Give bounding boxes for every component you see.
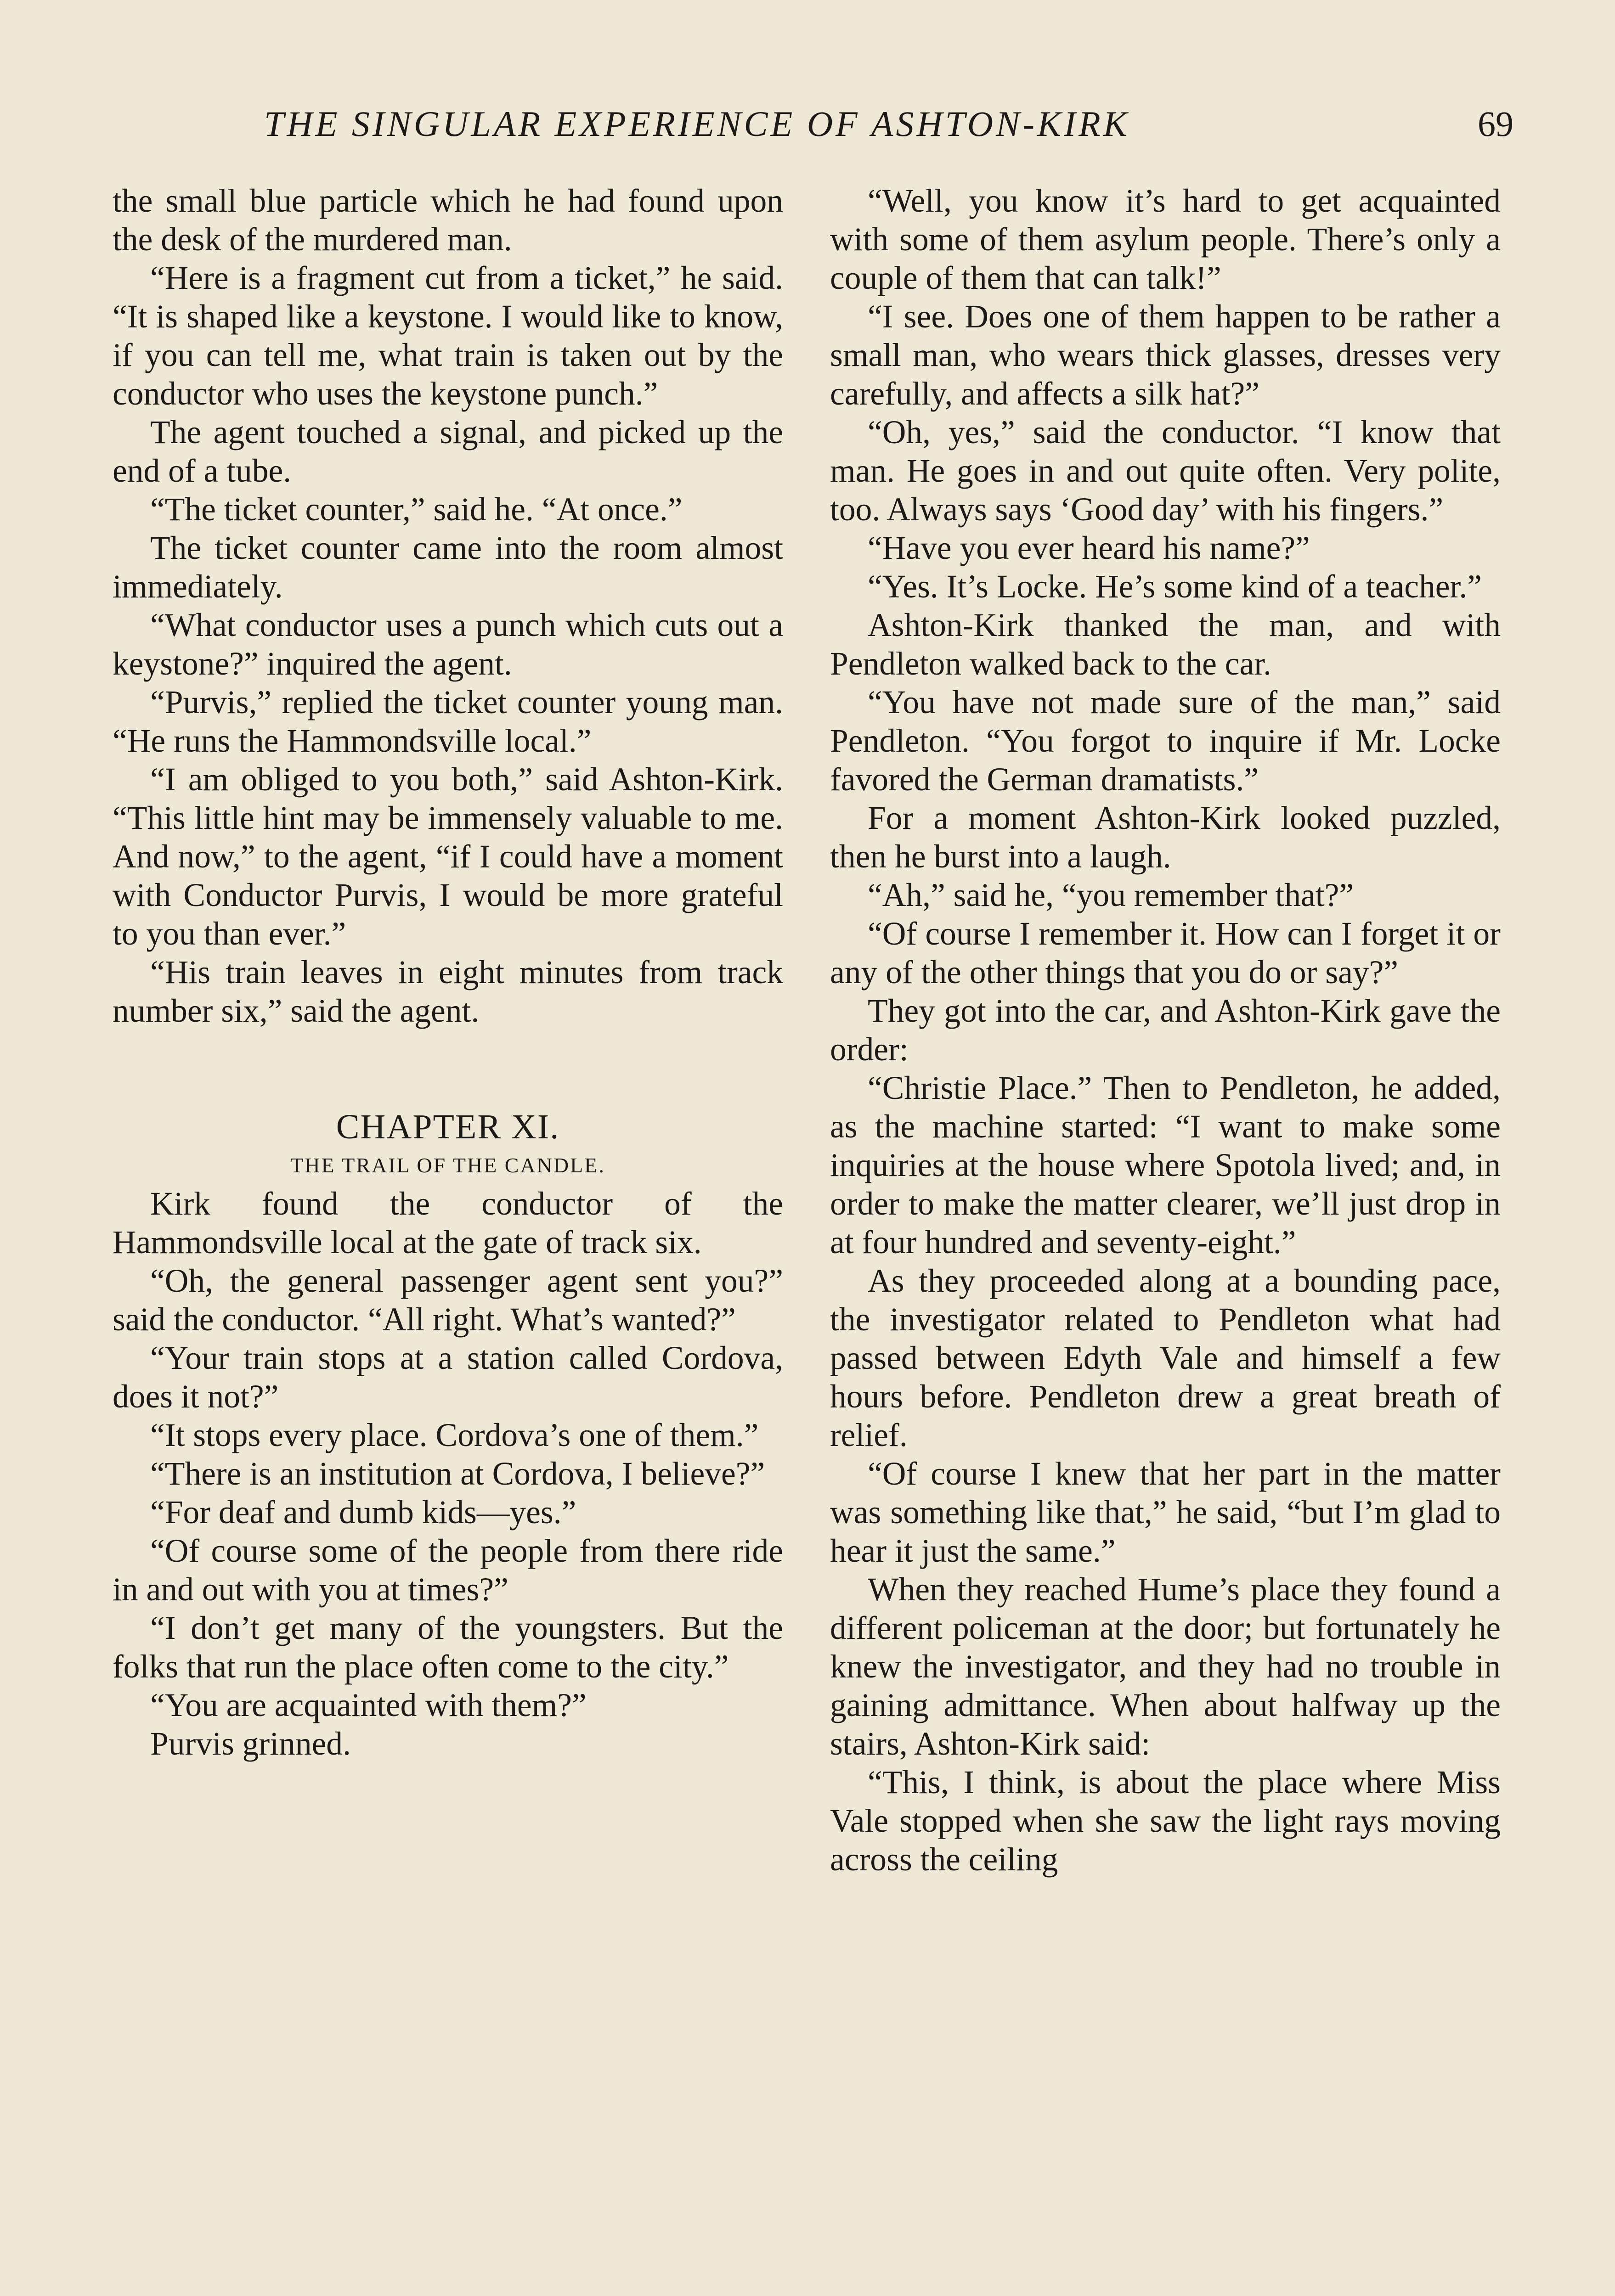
paragraph: Kirk found the conductor of the Hammondsville local at the gate of track six. xyxy=(113,1186,783,1261)
left-column xyxy=(113,182,783,1763)
paragraph: “Well, you know it’s hard to get acquainted with some of them asylum people. There’s only a couple of them that can talk!” xyxy=(830,183,1501,296)
paragraph: “I am obliged to you both,” said Ashton-Kirk. “This little hint may be immensely valuable to me. And now,” to the agent, “if I could have a moment with Conductor Purvis, I would be more grateful to you than ever.” xyxy=(113,761,783,952)
paragraph: “You are acquainted with them?” xyxy=(150,1687,587,1723)
running-title: THE SINGULAR EXPERIENCE OF ASHTON-KIRK xyxy=(264,104,1130,144)
paragraph: “There is an institution at Cordova, I believe?” xyxy=(150,1456,765,1492)
paragraph: “Christie Place.” Then to Pendleton, he added, as the machine started: “I want to make some inquiries at the house where Spotola lived; and, in order to make the matter clearer, we’ll just drop in at four hundred and seventy-eight.” xyxy=(830,1070,1501,1261)
chapter-heading xyxy=(113,1108,783,1185)
chapter-subtitle: THE TRAIL OF THE CANDLE. xyxy=(290,1154,605,1177)
paragraph: “Have you ever heard his name?” xyxy=(868,530,1310,566)
paragraph: When they reached Hume’s place they found a different policeman at the door; but fortunately he knew the investigator, and they had no trouble in gaining admittance. When about halfway up the stairs, Ashton-Kirk said: xyxy=(830,1571,1501,1762)
paragraph: “Ah,” said he, “you remember that?” xyxy=(868,877,1354,913)
paragraph: “Oh, the general passenger agent sent you?” said the conductor. “All right. What’s wanted?” xyxy=(113,1263,783,1338)
paragraph: “For deaf and dumb kids—yes.” xyxy=(150,1494,576,1531)
paragraph: “It stops every place. Cordova’s one of them.” xyxy=(150,1417,759,1453)
paragraph: “You have not made sure of the man,” said Pendleton. “You forgot to inquire if Mr. Locke favored the German dramatists.” xyxy=(830,684,1501,798)
running-head xyxy=(113,103,1513,154)
paragraph: “Of course some of the people from there ride in and out with you at times?” xyxy=(113,1533,783,1608)
paragraph: For a moment Ashton-Kirk looked puzzled, then he burst into a laugh. xyxy=(830,800,1501,875)
paragraph: “Yes. It’s Locke. He’s some kind of a teacher.” xyxy=(868,568,1482,605)
paragraph: “I see. Does one of them happen to be rather a small man, who wears thick glasses, dresses very carefully, and affects a silk hat?” xyxy=(830,298,1501,412)
paragraph: “Oh, yes,” said the conductor. “I know that man. He goes in and out quite often. Very polite, too. Always says ‘Good day’ with his fingers.” xyxy=(830,414,1501,528)
paragraph: the small blue particle which he had found upon the desk of the murdered man. xyxy=(113,183,783,258)
paragraph: Purvis grinned. xyxy=(150,1726,351,1762)
paragraph: “Here is a fragment cut from a ticket,” he said. “It is shaped like a keystone. I would like to know, if you can tell me, what train is taken out by the conductor who uses the keystone punch.” xyxy=(113,260,783,412)
paragraph: “Of course I knew that her part in the matter was something like that,” he said, “but I’m glad to hear it just the same.” xyxy=(830,1456,1501,1569)
page-number: 69 xyxy=(1478,104,1513,144)
paragraph: The ticket counter came into the room almost immediately. xyxy=(113,530,783,605)
paragraph: The agent touched a signal, and picked up the end of a tube. xyxy=(113,414,783,489)
paragraph: “His train leaves in eight minutes from track number six,” said the agent. xyxy=(113,954,783,1029)
paragraph: “What conductor uses a punch which cuts out a keystone?” inquired the agent. xyxy=(113,607,783,682)
paragraph: They got into the car, and Ashton-Kirk gave the order: xyxy=(830,993,1501,1068)
right-column xyxy=(830,182,1501,1879)
chapter-title: CHAPTER XI. xyxy=(336,1108,560,1146)
paragraph: “Purvis,” replied the ticket counter young man. “He runs the Hammondsville local.” xyxy=(113,684,783,759)
paragraph: “This, I think, is about the place where Miss Vale stopped when she saw the light rays moving across the ceiling xyxy=(830,1764,1501,1878)
paragraph: Ashton-Kirk thanked the man, and with Pendleton walked back to the car. xyxy=(830,607,1501,682)
paragraph: “The ticket counter,” said he. “At once.” xyxy=(150,491,683,528)
paragraph: As they proceeded along at a bounding pace, the investigator related to Pendleton what had passed between Edyth Vale and himself a few hours before. Pendleton drew a great breath of relief. xyxy=(830,1263,1501,1453)
paragraph: “Of course I remember it. How can I forget it or any of the other things that you do or say?” xyxy=(830,916,1501,990)
paragraph: “I don’t get many of the youngsters. But the folks that run the place often come to the city.” xyxy=(113,1610,783,1685)
paragraph: “Your train stops at a station called Cordova, does it not?” xyxy=(113,1340,783,1415)
